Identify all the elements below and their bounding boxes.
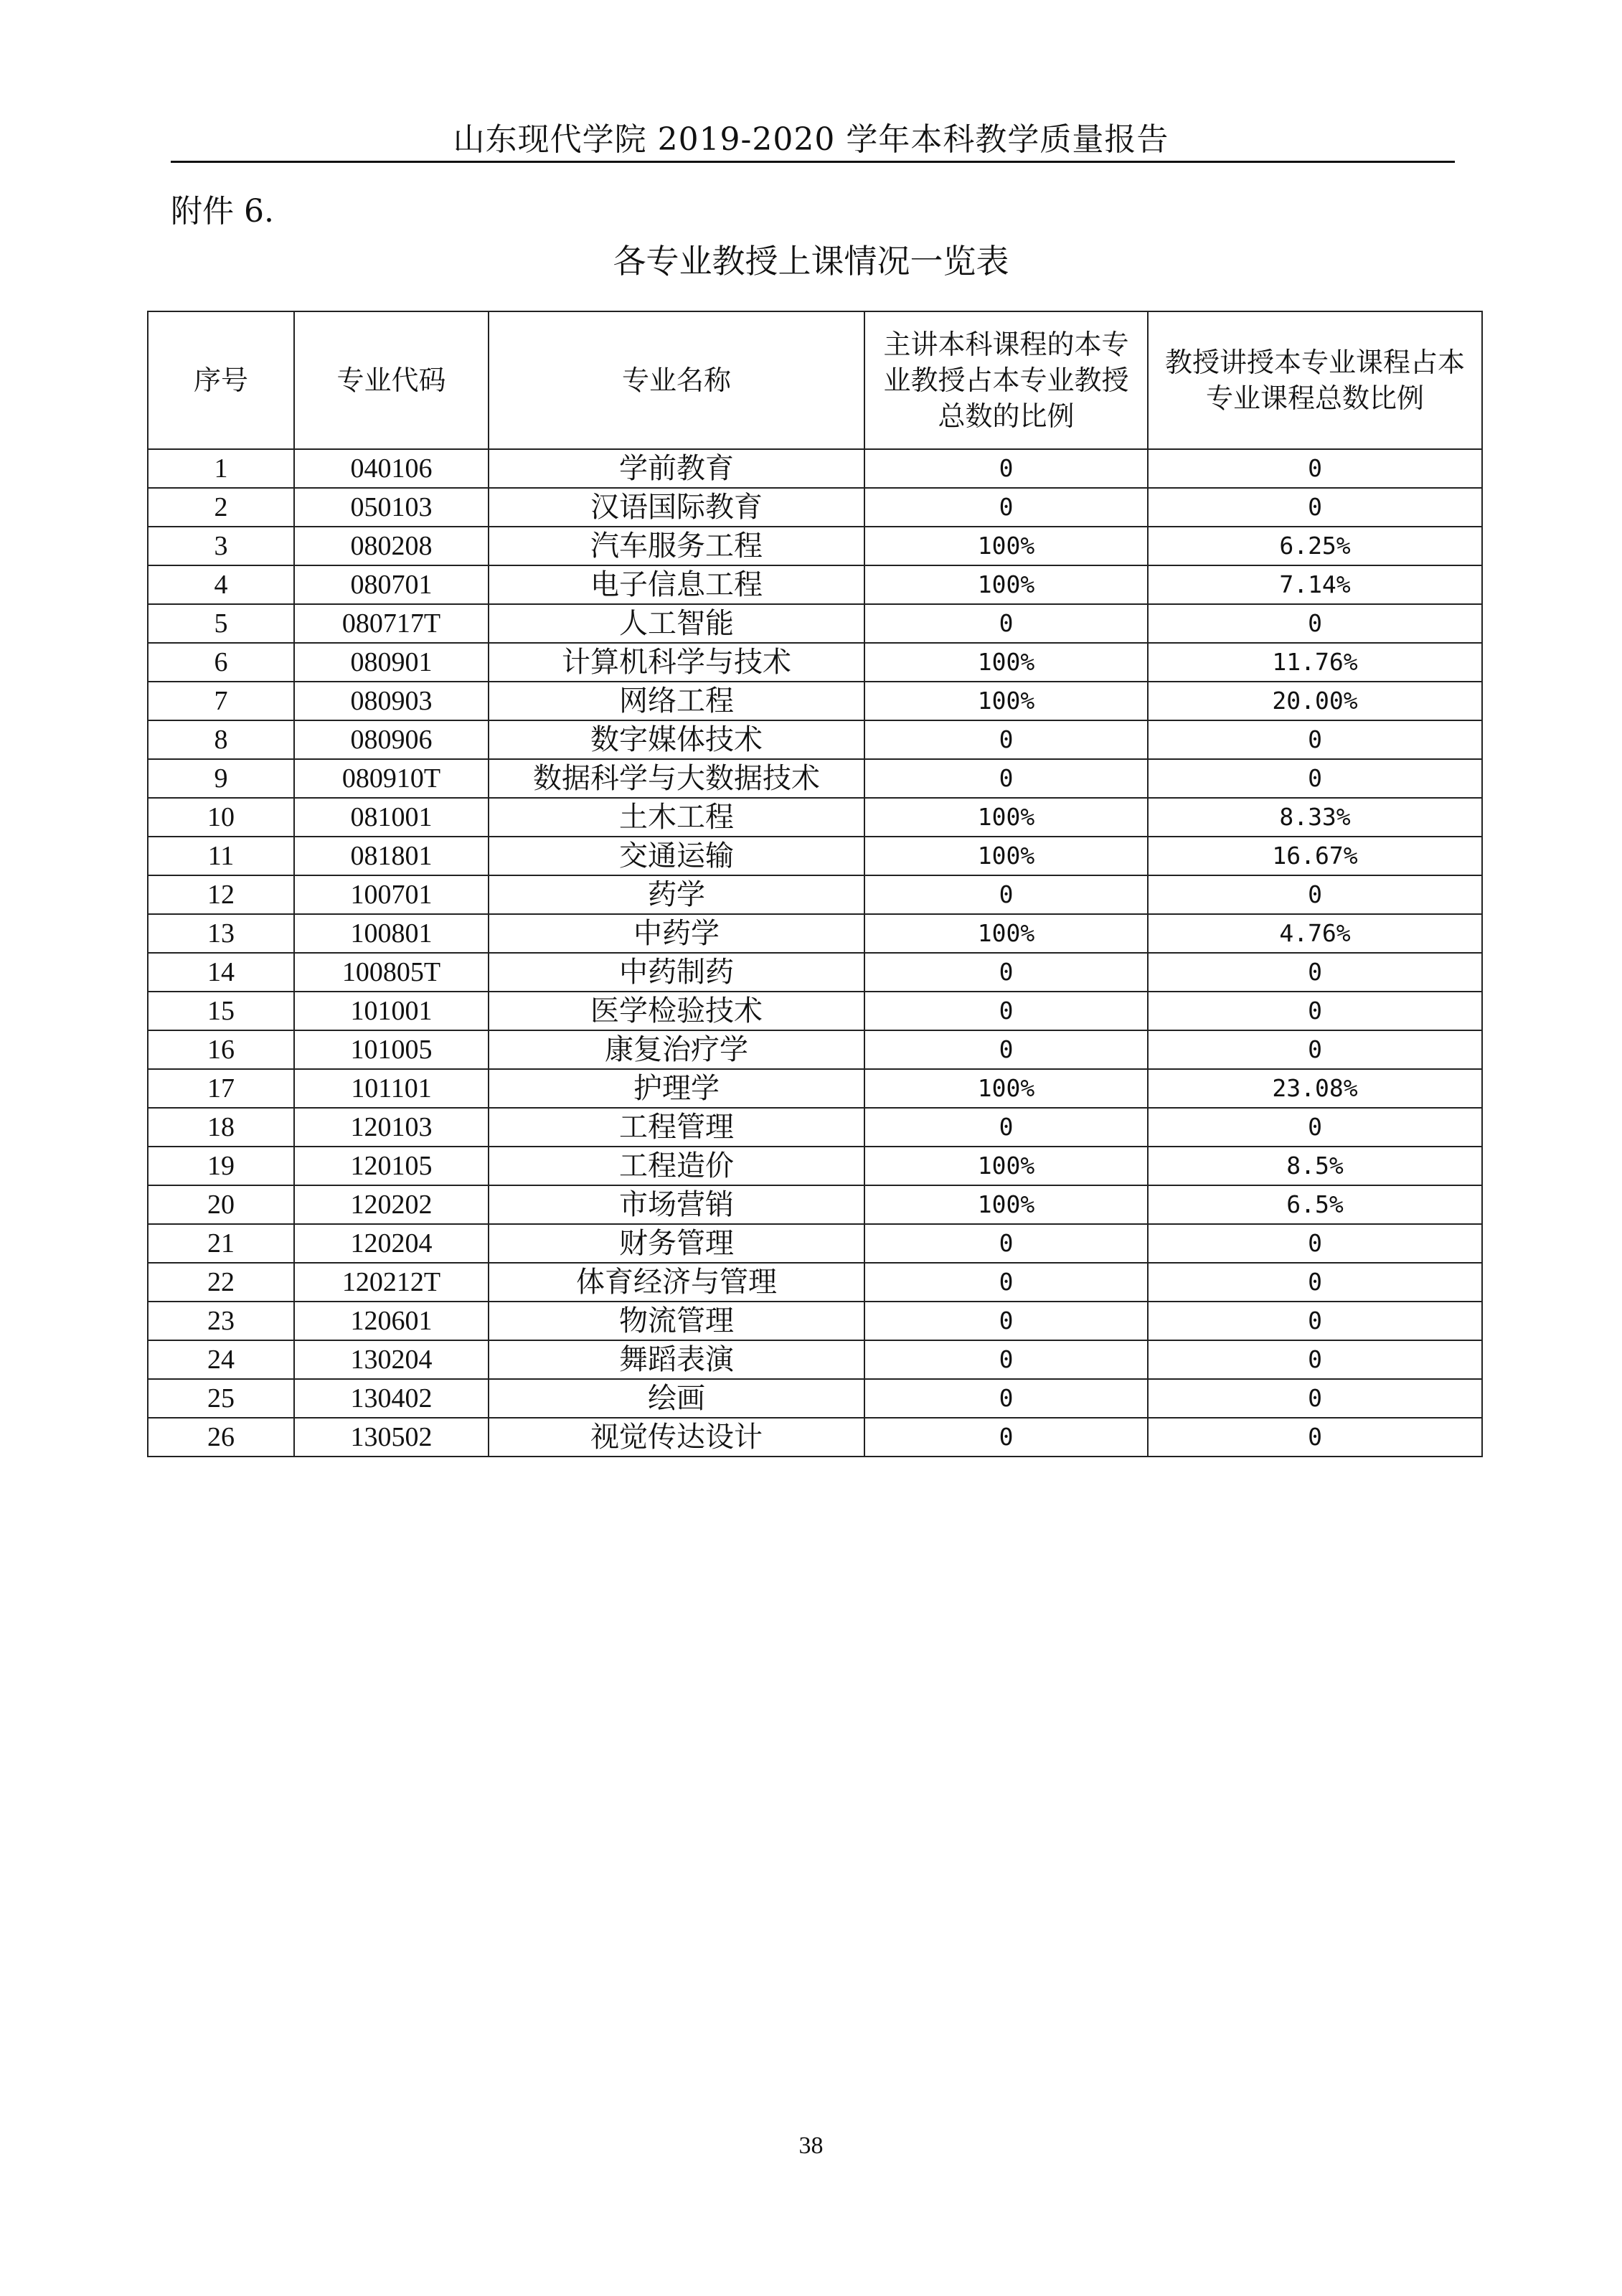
table-row xyxy=(148,1108,1482,1147)
cell-teaching-ratio: 100% xyxy=(864,682,1148,720)
cell-course-ratio: 0 xyxy=(1148,875,1482,914)
cell-no: 19 xyxy=(148,1147,294,1185)
table-row xyxy=(148,1340,1482,1379)
cell-teaching-ratio: 100% xyxy=(864,1185,1148,1224)
cell-no: 23 xyxy=(148,1302,294,1340)
cell-no: 24 xyxy=(148,1340,294,1379)
column-header-no: 序号 xyxy=(148,311,294,449)
cell-no: 13 xyxy=(148,914,294,953)
cell-code: 080903 xyxy=(294,682,489,720)
cell-course-ratio: 6.5% xyxy=(1148,1185,1482,1224)
table-row xyxy=(148,1069,1482,1108)
cell-no: 16 xyxy=(148,1030,294,1069)
cell-name: 药学 xyxy=(489,875,864,914)
cell-course-ratio: 11.76% xyxy=(1148,643,1482,682)
cell-code: 120202 xyxy=(294,1185,489,1224)
cell-no: 26 xyxy=(148,1418,294,1457)
cell-course-ratio: 0 xyxy=(1148,1263,1482,1302)
cell-course-ratio: 0 xyxy=(1148,1340,1482,1379)
cell-course-ratio: 7.14% xyxy=(1148,565,1482,604)
cell-code: 101101 xyxy=(294,1069,489,1108)
table-row xyxy=(148,992,1482,1030)
cell-teaching-ratio: 100% xyxy=(864,1147,1148,1185)
cell-code: 101001 xyxy=(294,992,489,1030)
cell-teaching-ratio: 0 xyxy=(864,1263,1148,1302)
table-row xyxy=(148,1263,1482,1302)
table-header-row xyxy=(148,311,1482,449)
table-row xyxy=(148,1224,1482,1263)
cell-course-ratio: 0 xyxy=(1148,1030,1482,1069)
table-row xyxy=(148,1302,1482,1340)
cell-no: 21 xyxy=(148,1224,294,1263)
report-header-title: 山东现代学院 2019-2020 学年本科教学质量报告 xyxy=(453,121,1169,158)
table-row xyxy=(148,1147,1482,1185)
header-divider xyxy=(171,161,1455,163)
cell-teaching-ratio: 0 xyxy=(864,1224,1148,1263)
professor-teaching-table xyxy=(147,311,1483,1457)
cell-name: 护理学 xyxy=(489,1069,864,1108)
cell-code: 050103 xyxy=(294,488,489,527)
cell-name: 绘画 xyxy=(489,1379,864,1418)
cell-code: 081801 xyxy=(294,837,489,875)
table-row xyxy=(148,1379,1482,1418)
cell-name: 中药制药 xyxy=(489,953,864,992)
cell-course-ratio: 8.33% xyxy=(1148,798,1482,837)
table-row xyxy=(148,875,1482,914)
table-row xyxy=(148,953,1482,992)
cell-course-ratio: 0 xyxy=(1148,720,1482,759)
cell-name: 汽车服务工程 xyxy=(489,527,864,565)
table-row xyxy=(148,798,1482,837)
cell-course-ratio: 23.08% xyxy=(1148,1069,1482,1108)
cell-name: 计算机科学与技术 xyxy=(489,643,864,682)
cell-course-ratio: 0 xyxy=(1148,604,1482,643)
cell-name: 物流管理 xyxy=(489,1302,864,1340)
cell-course-ratio: 0 xyxy=(1148,1108,1482,1147)
cell-code: 130502 xyxy=(294,1418,489,1457)
column-header-course-ratio xyxy=(1148,311,1482,449)
cell-course-ratio: 20.00% xyxy=(1148,682,1482,720)
cell-code: 080717T xyxy=(294,604,489,643)
cell-course-ratio: 0 xyxy=(1148,1224,1482,1263)
cell-code: 120204 xyxy=(294,1224,489,1263)
table-row xyxy=(148,720,1482,759)
cell-no: 20 xyxy=(148,1185,294,1224)
cell-code: 100701 xyxy=(294,875,489,914)
cell-name: 工程管理 xyxy=(489,1108,864,1147)
cell-name: 网络工程 xyxy=(489,682,864,720)
cell-code: 130204 xyxy=(294,1340,489,1379)
column-header-course-ratio-text: 教授讲授本专业课程占本专业课程总数比例 xyxy=(1164,347,1465,414)
cell-course-ratio: 16.67% xyxy=(1148,837,1482,875)
cell-teaching-ratio: 100% xyxy=(864,1069,1148,1108)
table-row xyxy=(148,604,1482,643)
cell-name: 工程造价 xyxy=(489,1147,864,1185)
cell-name: 人工智能 xyxy=(489,604,864,643)
cell-teaching-ratio: 0 xyxy=(864,1302,1148,1340)
cell-teaching-ratio: 0 xyxy=(864,1418,1148,1457)
cell-no: 10 xyxy=(148,798,294,837)
table-row xyxy=(148,1185,1482,1224)
cell-course-ratio: 0 xyxy=(1148,488,1482,527)
cell-code: 080208 xyxy=(294,527,489,565)
cell-no: 1 xyxy=(148,449,294,488)
cell-teaching-ratio: 0 xyxy=(864,720,1148,759)
cell-name: 财务管理 xyxy=(489,1224,864,1263)
cell-teaching-ratio: 0 xyxy=(864,449,1148,488)
cell-teaching-ratio: 100% xyxy=(864,798,1148,837)
cell-teaching-ratio: 100% xyxy=(864,643,1148,682)
cell-name: 舞蹈表演 xyxy=(489,1340,864,1379)
cell-code: 080701 xyxy=(294,565,489,604)
cell-name: 电子信息工程 xyxy=(489,565,864,604)
cell-no: 4 xyxy=(148,565,294,604)
cell-no: 2 xyxy=(148,488,294,527)
cell-name: 中药学 xyxy=(489,914,864,953)
table-row xyxy=(148,682,1482,720)
cell-course-ratio: 0 xyxy=(1148,1302,1482,1340)
cell-teaching-ratio: 100% xyxy=(864,527,1148,565)
cell-name: 汉语国际教育 xyxy=(489,488,864,527)
cell-code: 101005 xyxy=(294,1030,489,1069)
table-row xyxy=(148,759,1482,798)
cell-teaching-ratio: 0 xyxy=(864,1108,1148,1147)
cell-no: 5 xyxy=(148,604,294,643)
cell-name: 视觉传达设计 xyxy=(489,1418,864,1457)
cell-course-ratio: 0 xyxy=(1148,1379,1482,1418)
cell-no: 9 xyxy=(148,759,294,798)
cell-code: 100801 xyxy=(294,914,489,953)
cell-teaching-ratio: 0 xyxy=(864,992,1148,1030)
cell-name: 交通运输 xyxy=(489,837,864,875)
table-row xyxy=(148,565,1482,604)
table-row xyxy=(148,449,1482,488)
cell-code: 040106 xyxy=(294,449,489,488)
table-row xyxy=(148,1418,1482,1457)
table-row xyxy=(148,1030,1482,1069)
table-row xyxy=(148,527,1482,565)
cell-no: 15 xyxy=(148,992,294,1030)
attachment-label: 附件 6. xyxy=(171,193,274,230)
cell-course-ratio: 0 xyxy=(1148,992,1482,1030)
cell-course-ratio: 0 xyxy=(1148,449,1482,488)
cell-name: 体育经济与管理 xyxy=(489,1263,864,1302)
column-header-teaching-ratio xyxy=(864,311,1148,449)
cell-course-ratio: 0 xyxy=(1148,953,1482,992)
table-row xyxy=(148,488,1482,527)
cell-code: 080906 xyxy=(294,720,489,759)
cell-code: 130402 xyxy=(294,1379,489,1418)
cell-teaching-ratio: 0 xyxy=(864,953,1148,992)
cell-name: 数字媒体技术 xyxy=(489,720,864,759)
cell-course-ratio: 0 xyxy=(1148,759,1482,798)
cell-teaching-ratio: 0 xyxy=(864,1030,1148,1069)
cell-teaching-ratio: 0 xyxy=(864,1340,1148,1379)
cell-code: 080901 xyxy=(294,643,489,682)
column-header-name: 专业名称 xyxy=(489,311,864,449)
cell-no: 3 xyxy=(148,527,294,565)
cell-no: 25 xyxy=(148,1379,294,1418)
cell-course-ratio: 0 xyxy=(1148,1418,1482,1457)
cell-teaching-ratio: 0 xyxy=(864,488,1148,527)
cell-no: 22 xyxy=(148,1263,294,1302)
cell-name: 医学检验技术 xyxy=(489,992,864,1030)
cell-code: 120601 xyxy=(294,1302,489,1340)
cell-teaching-ratio: 0 xyxy=(864,1379,1148,1418)
column-header-teaching-ratio-text: 主讲本科课程的本专业教授占本专业教授总数的比例 xyxy=(883,329,1129,432)
cell-course-ratio: 8.5% xyxy=(1148,1147,1482,1185)
cell-course-ratio: 4.76% xyxy=(1148,914,1482,953)
cell-code: 120105 xyxy=(294,1147,489,1185)
table-row xyxy=(148,837,1482,875)
cell-name: 康复治疗学 xyxy=(489,1030,864,1069)
cell-name: 学前教育 xyxy=(489,449,864,488)
cell-course-ratio: 6.25% xyxy=(1148,527,1482,565)
cell-teaching-ratio: 100% xyxy=(864,837,1148,875)
table-title: 各专业教授上课情况一览表 xyxy=(613,242,1009,281)
cell-no: 6 xyxy=(148,643,294,682)
cell-teaching-ratio: 100% xyxy=(864,565,1148,604)
cell-no: 18 xyxy=(148,1108,294,1147)
cell-code: 081001 xyxy=(294,798,489,837)
cell-code: 080910T xyxy=(294,759,489,798)
cell-teaching-ratio: 0 xyxy=(864,875,1148,914)
cell-no: 11 xyxy=(148,837,294,875)
table-row xyxy=(148,914,1482,953)
cell-no: 8 xyxy=(148,720,294,759)
cell-teaching-ratio: 0 xyxy=(864,759,1148,798)
cell-name: 数据科学与大数据技术 xyxy=(489,759,864,798)
cell-no: 7 xyxy=(148,682,294,720)
cell-no: 17 xyxy=(148,1069,294,1108)
cell-name: 市场营销 xyxy=(489,1185,864,1224)
cell-code: 120212T xyxy=(294,1263,489,1302)
cell-no: 14 xyxy=(148,953,294,992)
cell-code: 100805T xyxy=(294,953,489,992)
page-number: 38 xyxy=(798,2132,824,2159)
cell-name: 土木工程 xyxy=(489,798,864,837)
cell-code: 120103 xyxy=(294,1108,489,1147)
column-header-code: 专业代码 xyxy=(294,311,489,449)
cell-no: 12 xyxy=(148,875,294,914)
cell-teaching-ratio: 0 xyxy=(864,604,1148,643)
table-row xyxy=(148,643,1482,682)
cell-teaching-ratio: 100% xyxy=(864,914,1148,953)
